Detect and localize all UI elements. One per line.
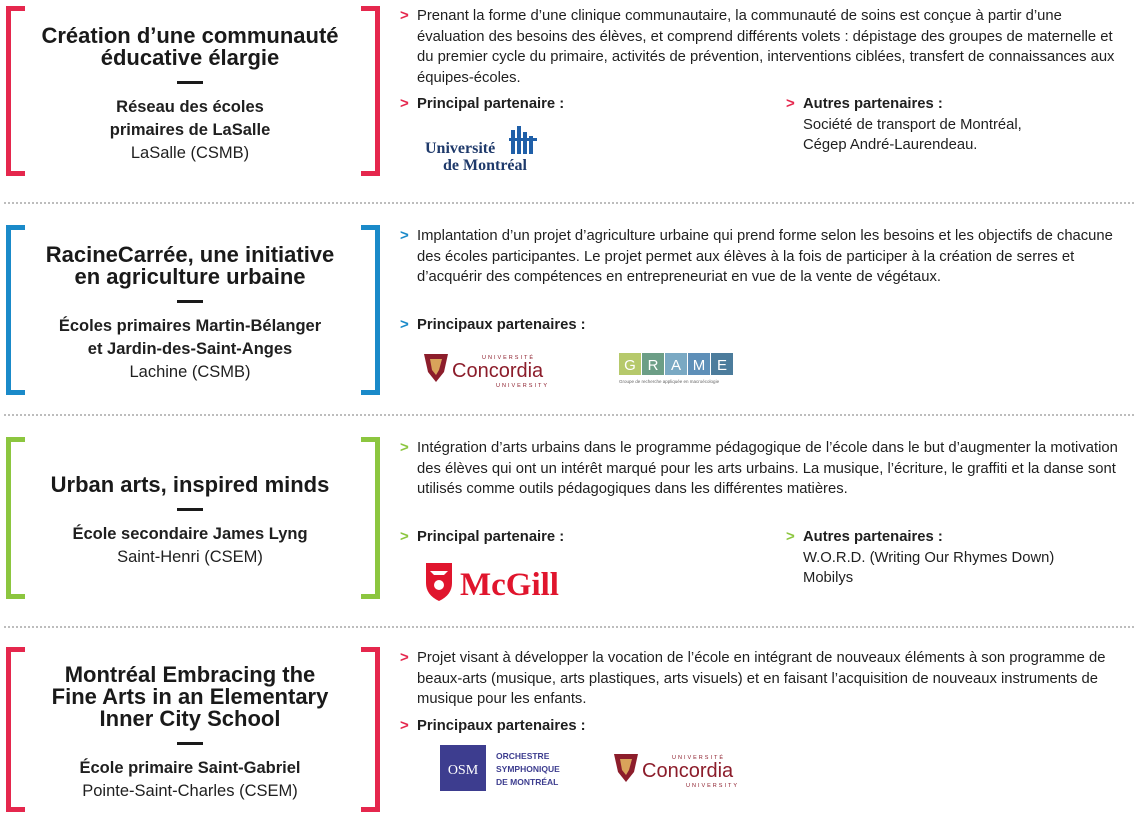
section-divider — [4, 202, 1134, 204]
svg-text:DE MONTRÉAL: DE MONTRÉAL — [496, 777, 559, 787]
bracket-right — [361, 437, 380, 599]
project-description: > Intégration d’arts urbains dans le programme pédagogique de l’école dans le but d’augmenter la motivation des élèves qui ont un intérêt marqué pour les arts urbains. La musique, l’écriture, le graffiti et la danse sont utilisés comme outils pédagogiques dans les différentes matières. — [400, 439, 1118, 497]
project-title: Montréal Embracing the Fine Arts in an Elementary Inner City School — [51, 662, 329, 731]
concordia-logo — [422, 350, 572, 390]
section-divider — [4, 414, 1134, 416]
svg-text:R: R — [647, 357, 659, 374]
school-name: Réseau des écoles primaires de LaSalle — [109, 98, 271, 139]
osm-logo — [440, 745, 580, 793]
project-title-box — [20, 244, 360, 384]
chevron-right-icon: > — [786, 528, 795, 545]
project-title-box — [20, 474, 360, 569]
chevron-right-icon: > — [400, 717, 409, 734]
svg-text:UNIVERSITY: UNIVERSITY — [496, 383, 550, 389]
title-separator — [177, 742, 203, 745]
svg-text:de Montréal: de Montréal — [443, 157, 527, 172]
project-title-box — [20, 25, 360, 165]
project-section-1 — [0, 0, 1142, 200]
project-description: > Implantation d’un projet d’agriculture urbaine qui prend forme selon les besoins et les objectifs de chacune des écoles participantes. Le projet permet aux élèves à la fois de participer à la création de serres et d’acquérir des compétences en entrepreneuriat en vue de la vente de végétaux. — [400, 227, 1113, 285]
partner-label: > Principaux partenaires : — [400, 316, 586, 333]
universite-de-montreal-logo — [425, 126, 540, 172]
chevron-right-icon: > — [400, 95, 409, 112]
chevron-right-icon: > — [400, 316, 409, 333]
svg-text:Concordia: Concordia — [642, 760, 734, 782]
chevron-right-icon: > — [786, 95, 795, 112]
chevron-right-icon: > — [400, 649, 409, 666]
svg-text:Concordia: Concordia — [452, 360, 544, 382]
project-title: Création d’une communauté éducative élargie — [41, 23, 339, 70]
svg-text:McGill: McGill — [460, 567, 559, 603]
title-separator — [177, 508, 203, 511]
chevron-right-icon: > — [400, 7, 409, 24]
partner-label: > Principal partenaire : — [400, 528, 565, 545]
mcgill-logo — [424, 561, 594, 603]
other-partners: > Autres partenaires : W.O.R.D. (Writing Our Rhymes Down) Mobilys — [786, 528, 1055, 586]
partner-label: > Principal partenaire : — [400, 95, 565, 112]
project-section-3 — [0, 437, 1142, 607]
project-title: Urban arts, inspired minds — [50, 472, 330, 497]
svg-text:UNIVERSITÉ: UNIVERSITÉ — [482, 355, 536, 361]
chevron-right-icon: > — [400, 439, 409, 456]
bracket-right — [361, 647, 380, 812]
title-separator — [177, 300, 203, 303]
svg-text:Groupe de recherche appliquée: Groupe de recherche appliquée en macroécologie — [619, 379, 720, 384]
chevron-right-icon: > — [400, 528, 409, 545]
school-name: Écoles primaires Martin-Bélanger et Jardin-des-Saint-Anges — [58, 317, 322, 358]
project-title-box — [20, 664, 360, 803]
bracket-right — [361, 6, 380, 176]
svg-text:G: G — [624, 357, 636, 374]
school-name: École primaire Saint-Gabriel — [79, 759, 301, 777]
school-location: Pointe-Saint-Charles (CSEM) — [82, 782, 298, 800]
svg-text:E: E — [716, 357, 728, 374]
svg-text:ORCHESTRE: ORCHESTRE — [496, 751, 550, 761]
other-partners: > Autres partenaires : Société de transport de Montréal, Cégep André-Laurendeau. — [786, 95, 1022, 153]
school-location: Saint-Henri (CSEM) — [117, 548, 263, 566]
section-divider — [4, 626, 1134, 628]
svg-text:SYMPHONIQUE: SYMPHONIQUE — [496, 764, 560, 774]
project-description: > Prenant la forme d’une clinique communautaire, la communauté de soins est conçue à partir d’une évaluation des besoins des élèves, et comprend différents volets : dépistage des groupes de maternelle et du premier cycle du primaire, activités de prévention, interventions ciblées, transfert de connaissances aux équipes-écoles. — [400, 7, 1115, 86]
partner-label: > Principaux partenaires : — [400, 717, 586, 734]
svg-text:UNIVERSITY: UNIVERSITY — [686, 783, 740, 789]
svg-text:UNIVERSITÉ: UNIVERSITÉ — [672, 755, 726, 761]
svg-text:M: M — [692, 357, 706, 374]
project-section-4 — [0, 647, 1142, 817]
bracket-right — [361, 225, 380, 395]
school-location: LaSalle (CSMB) — [130, 144, 250, 162]
school-name: École secondaire James Lyng — [72, 525, 308, 543]
project-title: RacineCarrée, une initiative en agriculture urbaine — [45, 242, 335, 289]
school-location: Lachine (CSMB) — [129, 363, 251, 381]
svg-text:A: A — [670, 357, 682, 374]
grame-logo — [618, 352, 738, 386]
project-section-2 — [0, 225, 1142, 415]
chevron-right-icon: > — [400, 227, 409, 244]
svg-text:OSM: OSM — [447, 763, 479, 778]
title-separator — [177, 81, 203, 84]
project-description: > Projet visant à développer la vocation de l’école en intégrant de nouveaux éléments à son programme de beaux-arts (musique, arts plastiques, arts visuels) et en faisant l’acquisition de nouveaux instruments de musique pour les enfants. — [400, 649, 1106, 707]
concordia-logo — [612, 750, 762, 790]
svg-text:Université: Université — [425, 140, 496, 157]
